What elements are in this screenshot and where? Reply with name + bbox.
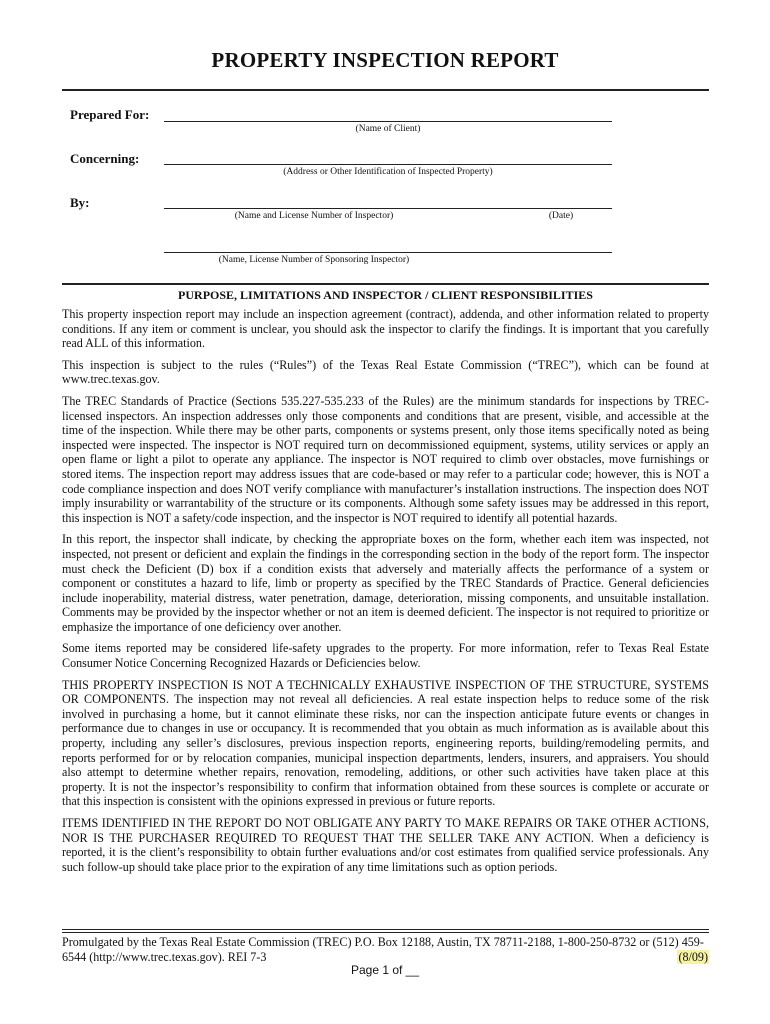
date-caption: (Date) [548,211,574,221]
paragraph: This property inspection report may include an inspection agreement (contract), addenda, and other information related to property conditions. If any item or comment is unclear, you should ask the inspector to clarify the findings. It is important that you carefully read ALL of this information. [62,307,709,351]
client-name-caption: (Name of Client) [355,124,421,134]
prepared-for-label: Prepared For: [70,107,150,122]
client-name-field[interactable] [164,121,612,122]
property-address-field[interactable] [164,164,612,165]
report-body [62,307,709,881]
inspector-field[interactable] [164,208,612,209]
paragraph: In this report, the inspector shall indicate, by checking the appropriate boxes on the form, whether each item was inspected, not inspected, not present or deficient and explain the findings in the corresponding section in the body of the report form. The inspector must check the Deficient (D) box if a condition exists that adversely and materially affects the performance of a system or component or constitutes a hazard to life, limb or property as specified by the TREC Standards of Practice. General deficiencies include inoperability, material distress, water penetration, damage, deterioration, missing components, and unsuitable installation. Comments may be provided by the inspector whether or not an item is deemed deficient. The inspector is not required to prioritize or emphasize the importance of one deficiency over another. [62,532,709,634]
paragraph: THIS PROPERTY INSPECTION IS NOT A TECHNICALLY EXHAUSTIVE INSPECTION OF THE STRUCTURE, SYSTEMS OR COMPONENTS. The inspection may not reveal all deficiencies. A real estate inspection helps to reduce some of the risk involved in purchasing a home, but it cannot eliminate these risks, nor can the inspection anticipate future events or changes in performance due to changes in use or occupancy. It is recommended that you obtain as much information as is available about this property, including any seller’s disclosures, previous inspection reports, engineering reports, building/remodeling permits, and reports performed for or by relocation companies, municipal inspection departments, lenders, insurers, and appraisers. You should also attempt to determine whether repairs, renovation, remodeling, additions, or other such activities have taken place at this property. It is not the inspector’s responsibility to confirm that information obtained from these sources is complete or accurate or that this inspection is consistent with the opinions expressed in previous or future reports. [62,677,709,809]
paragraph: The TREC Standards of Practice (Sections 535.227-535.233 of the Rules) are the minimum standards for inspections by TREC-licensed inspectors. An inspection addresses only those components and conditions that are present, visible, and accessible at the time of the inspection. While there may be other parts, components or systems present, only those items specifically noted as being inspected were inspected. The inspector is NOT required turn on decommissioned equipment, systems, utility services or apply an open flame or light a pilot to operate any appliance. The inspector is NOT required to climb over obstacles, move furnishings or stored items. The inspection report may address issues that are code-based or may refer to a particular code; however, this is NOT a code compliance inspection and does NOT verify compliance with manufacturer’s installation instructions. The inspection does NOT imply insurability or warrantability of the structure or its components. Although some safety issues may be addressed in this report, this inspection is NOT a safety/code inspection, and the inspector is NOT required to identify all potential hazards. [62,393,709,525]
paragraph: ITEMS IDENTIFIED IN THE REPORT DO NOT OBLIGATE ANY PARTY TO MAKE REPAIRS OR TAKE OTHER ACTIONS, NOR IS THE PURCHASER REQUIRED TO REQUEST THAT THE SELLER TAKE ANY ACTION. When a deficiency is reported, it is the client’s responsibility to obtain further evaluations and/or cost estimates from qualified service professionals. Any such follow-up should take place prior to the expiration of any time limitations such as option periods. [62,816,709,874]
revision-date: (8/09) [678,949,708,964]
footer-text: Promulgated by the Texas Real Estate Commission (TREC) P.O. Box 12188, Austin, TX 78711-2188, 1-800-250-8732 or (512) 459-6544 (http://www.trec.texas.gov). REI 7-3 [62,935,704,964]
by-label: By: [70,195,90,210]
title-divider [62,89,709,91]
concerning-label: Concerning: [70,151,140,166]
sponsoring-inspector-field[interactable] [164,252,612,253]
sponsoring-inspector-caption: (Name, License Number of Sponsoring Inspector) [218,255,410,265]
section-heading: PURPOSE, LIMITATIONS AND INSPECTOR / CLIENT RESPONSIBILITIES [178,288,593,302]
inspector-caption: (Name and License Number of Inspector) [234,211,394,221]
footer-divider-secondary [62,932,709,933]
paragraph: This inspection is subject to the rules (“Rules”) of the Texas Real Estate Commission (“TREC”), which can be found at www.trec.texas.gov. [62,357,709,387]
paragraph: Some items reported may be considered life-safety upgrades to the property. For more information, refer to Texas Real Estate Consumer Notice Concerning Recognized Hazards or Deficiencies below. [62,641,709,671]
property-address-caption: (Address or Other Identification of Inspected Property) [283,167,493,177]
footer [62,935,709,964]
footer-divider [62,929,709,930]
section-divider [62,283,709,285]
page-number: Page 1 of __ [350,963,420,977]
page-title: PROPERTY INSPECTION REPORT [211,48,559,72]
